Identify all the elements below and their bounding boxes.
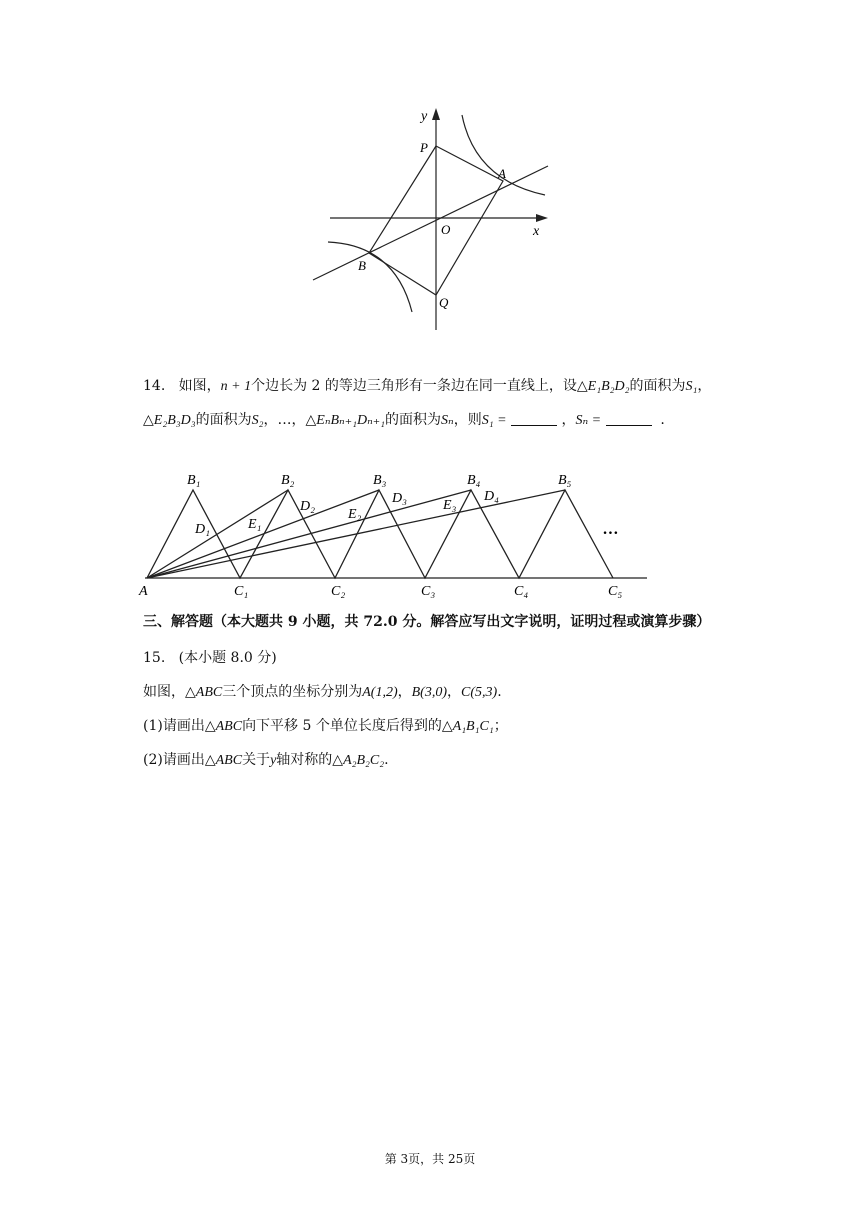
q15-part1: [143, 716, 508, 737]
q14-line2-c: ，…，△: [263, 412, 317, 428]
q14-E2B3D3: E₂B₃D₃: [153, 413, 196, 428]
label-A2: A: [139, 584, 148, 599]
label-B: B: [358, 258, 366, 273]
q15-point-C: C(5,3): [461, 685, 498, 700]
q14-Sn: Sₙ: [441, 413, 454, 428]
q14-intro: 如图，: [178, 378, 221, 394]
q14-line2: [143, 410, 665, 431]
label-B4: B₄: [467, 473, 481, 488]
q15-p1-b: 向下平移 5 个单位长度后得到的△: [242, 718, 453, 734]
answer-blank-S1[interactable]: [511, 411, 557, 426]
line-AB2: [147, 490, 288, 578]
section3-heading: 三、解答题（本大题共 9 小题，共 72.0 分。解答应写出文字说明，证明过程或演算步骤）: [143, 614, 711, 630]
q15-A1B1C1: A₁B₁C₁: [452, 719, 494, 734]
q15-p2-ABC: ABC: [215, 753, 243, 768]
q15-point-A: A(1,2): [362, 685, 398, 700]
q14-line1: [143, 376, 711, 397]
q14-text-b: 的面积为: [629, 378, 686, 394]
q15-score: (本小题 8.0 分): [178, 650, 277, 666]
label-O: O: [441, 222, 451, 237]
label-C4: C₄: [514, 584, 529, 599]
q15-p2-end: .: [384, 752, 389, 768]
q15-A2B2C2: A₂B₂C₂: [343, 753, 385, 768]
x-axis-arrow: [536, 214, 548, 222]
label-A: A: [498, 166, 506, 181]
label-E1: E₁: [248, 517, 262, 532]
q14-number: 14.: [143, 378, 166, 394]
q14-n-plus-1: n + 1: [220, 379, 252, 394]
answer-blank-Sn[interactable]: [606, 411, 652, 426]
label-E3: E₃: [443, 498, 457, 513]
label-P: P: [420, 140, 428, 155]
label-x: x: [533, 224, 540, 239]
label-B3: B₃: [373, 473, 387, 488]
q14-E1B2D2: E₁B₂D₂: [587, 379, 630, 394]
q15-ABC: ABC: [195, 685, 223, 700]
q14-EnBn1Dn1: EₙBₙ₊₁Dₙ₊₁: [316, 413, 386, 428]
label-dots: …: [603, 521, 619, 538]
line-AB: [313, 166, 548, 280]
label-B1: B₁: [187, 473, 201, 488]
q14-end: .: [660, 412, 665, 428]
label-C2: C₂: [331, 584, 346, 599]
q15-p1-a: (1)请画出△: [143, 718, 216, 734]
label-C1: C₁: [234, 584, 249, 599]
label-E2: E₂: [348, 507, 362, 522]
label-D1: D₁: [195, 522, 210, 537]
label-B5: B₅: [558, 473, 572, 488]
q15-comma-2: ，: [447, 684, 462, 700]
q14-S2: S₂: [251, 413, 264, 428]
q15-stem-b: 三个顶点的坐标分别为: [222, 684, 363, 700]
q14-line2-d: 的面积为: [385, 412, 442, 428]
q15-p1-ABC: ABC: [215, 719, 243, 734]
q15-stem-a: 如图，△: [143, 684, 196, 700]
q15-p1-end: ；: [493, 718, 508, 734]
figure-triangle-chain: [135, 462, 655, 602]
q14-comma1: ，: [697, 378, 712, 394]
y-axis-arrow: [432, 108, 440, 120]
label-y: y: [421, 109, 428, 124]
q14-text-a: 个边长为 2 的等边三角形有一条边在同一直线上，设△: [251, 378, 588, 394]
label-Q: Q: [439, 295, 449, 310]
label-C3: C₃: [421, 584, 436, 599]
q14-sep: ，: [561, 412, 576, 428]
q14-line2-a: △: [143, 412, 154, 428]
q14-S1-eq: S₁ =: [481, 413, 507, 428]
q15-comma-1: ，: [397, 684, 412, 700]
q15-period: .: [497, 684, 502, 700]
q15-stem: [143, 682, 502, 703]
q15-part2: [143, 750, 389, 771]
q15-number: 15.: [143, 650, 166, 666]
q15-header: [143, 648, 277, 668]
figure-hyperbola-rhombus: [300, 100, 560, 340]
q14-Sn-eq: Sₙ =: [575, 413, 602, 428]
label-B2: B₂: [281, 473, 295, 488]
label-D3: D₃: [392, 491, 407, 506]
page-footer: 第 3页，共 25页: [384, 1152, 476, 1166]
q15-y: y: [270, 753, 277, 768]
q14-line2-e: ，则: [453, 412, 482, 428]
line-AB3: [147, 490, 379, 578]
label-C5: C₅: [608, 584, 623, 599]
q15-p2-c: 轴对称的△: [276, 752, 344, 768]
q15-p2-b: 关于: [242, 752, 271, 768]
label-D2: D₂: [300, 499, 315, 514]
hyperbola-branch-left: [328, 242, 412, 312]
label-D4: D₄: [484, 489, 499, 504]
q14-line2-b: 的面积为: [195, 412, 252, 428]
q15-point-B: B(3,0): [411, 685, 448, 700]
q14-S1: S₁: [685, 379, 698, 394]
q15-p2-a: (2)请画出△: [143, 752, 216, 768]
hyperbola-branch-right: [462, 115, 545, 195]
